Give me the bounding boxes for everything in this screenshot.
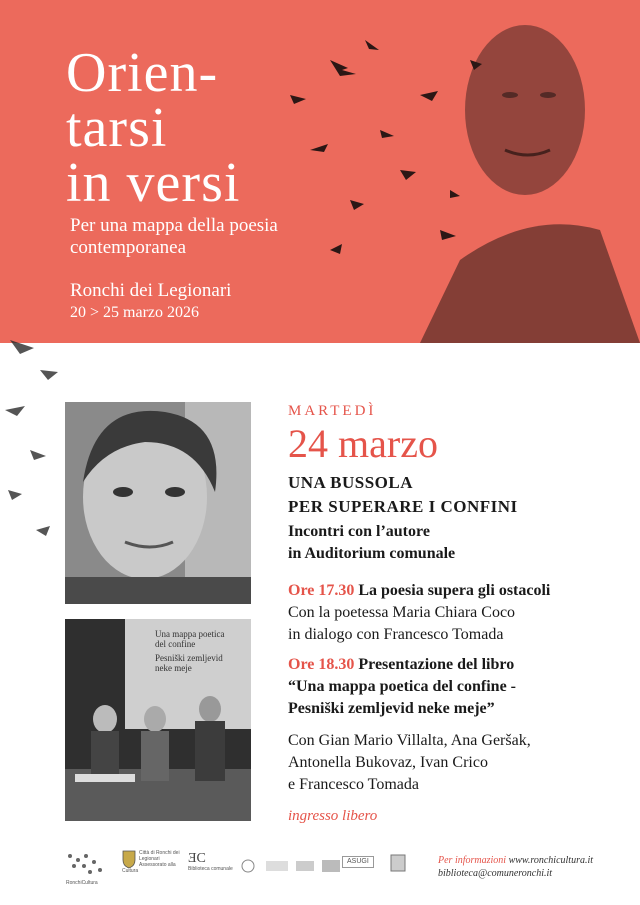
- portrait-illustration: [65, 402, 251, 604]
- dots-logo-icon: [66, 852, 106, 878]
- event-item-1: [288, 580, 550, 646]
- event-item-2-line-2: Pesniški zemljevid neke meje”: [288, 700, 495, 717]
- event-item-1-line-1: Con la poetessa Maria Chiara Coco: [288, 604, 516, 621]
- info-email[interactable]: biblioteca@comuneronchi.it: [438, 868, 553, 879]
- badge-icon: [390, 854, 406, 872]
- screen-text-3: Pesniški zemljevid: [155, 653, 223, 663]
- event-guests-line-3: e Francesco Tomada: [288, 776, 419, 793]
- screen-text-4: neke meje: [155, 663, 192, 673]
- hero-dates: 20 > 25 marzo 2026: [70, 304, 199, 321]
- info-label: Per informazioni: [438, 855, 507, 866]
- event-date: 24 marzo: [288, 421, 438, 466]
- partner-badge: [390, 854, 406, 874]
- hero-subtitle: Per una mappa della poesia contemporanea: [70, 215, 278, 258]
- title-line-1: Orien-: [66, 42, 219, 104]
- city-logo: [122, 850, 188, 874]
- event-item-1-line-2: in dialogo con Francesco Tomada: [288, 626, 504, 643]
- screen-text-1: Una mappa poetica: [155, 629, 225, 639]
- hero-place: Ronchi dei Legionari: [70, 280, 232, 301]
- contact-info: [438, 854, 593, 880]
- city-logo-text: Città di Ronchi dei Legionari Assessorato alla Cultura: [122, 850, 180, 874]
- portrait-photo: [65, 402, 251, 604]
- title-line-2: tarsi: [66, 97, 168, 159]
- event-item-1-title: La poesia supera gli ostacoli: [358, 582, 551, 599]
- info-site[interactable]: www.ronchicultura.it: [508, 855, 594, 866]
- event-heading-2: PER SUPERARE I CONFINI: [288, 497, 518, 516]
- event-guests-line-1: Con Gian Mario Villalta, Ana Geršak,: [288, 732, 531, 749]
- event-item-2-line-1: “Una mappa poetica del confine -: [288, 678, 516, 695]
- event-guests: [288, 730, 531, 796]
- event-guests-line-2: Antonella Bukovaz, Ivan Crico: [288, 754, 488, 771]
- screen-text-2: del confine: [155, 639, 196, 649]
- event-item-2: [288, 654, 516, 720]
- ronchicultura-logo: [66, 852, 106, 886]
- hero-banner: [0, 0, 640, 343]
- panel-photo: [65, 619, 251, 821]
- crest-icon: [122, 850, 136, 868]
- event-subheading-1: Incontri con l’autore: [288, 523, 430, 540]
- event-item-1-time: Ore 17.30: [288, 582, 355, 599]
- entry-note: ingresso libero: [288, 808, 378, 824]
- event-subheading-2: in Auditorium comunale: [288, 545, 456, 562]
- library-mark: ƎC: [188, 851, 206, 866]
- title-line-3: in versi: [66, 152, 241, 214]
- asugi-logo: ASUGI: [342, 856, 374, 868]
- library-logo-text: Biblioteca comunale: [188, 866, 233, 872]
- woman-birds-illustration: [270, 0, 640, 343]
- event-weekday: MARTEDÌ: [288, 403, 377, 419]
- birds-decoration: [0, 330, 70, 580]
- event-item-2-time: Ore 18.30: [288, 656, 355, 673]
- library-logo: [188, 852, 234, 872]
- event-item-2-title: Presentazione del libro: [358, 656, 515, 673]
- event-heading-1: UNA BUSSOLA: [288, 473, 414, 492]
- ronchicultura-text: RonchiCultura: [66, 880, 98, 886]
